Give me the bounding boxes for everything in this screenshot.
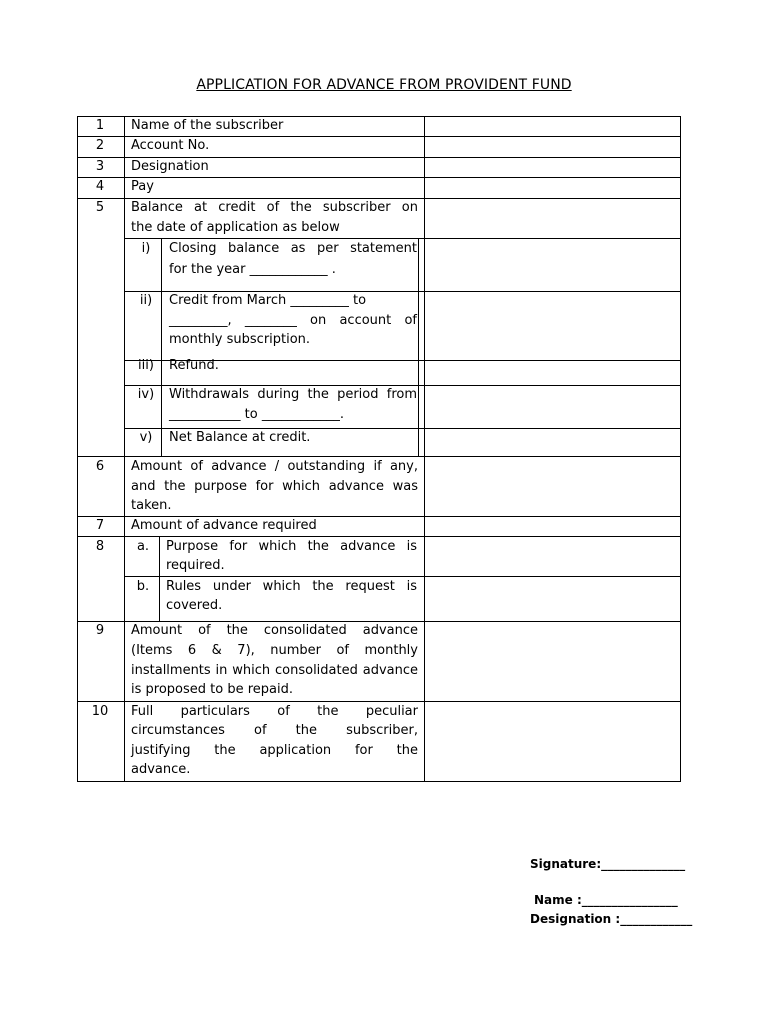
item-number: 10 <box>91 704 109 719</box>
sub-item-number: v) <box>139 430 153 445</box>
sub-item-credit: _________, ________ on account of <box>169 313 417 328</box>
sub-item-rules: covered. <box>166 598 223 613</box>
designation-field: Designation :____________ <box>530 912 693 926</box>
item-number: 4 <box>95 179 105 194</box>
item-number: 1 <box>95 118 105 133</box>
sub-item-refund: Refund. <box>169 358 219 373</box>
sub-item-credit: monthly subscription. <box>169 332 311 347</box>
sub-item-number: iv) <box>137 387 155 402</box>
item-label-advance-required: Amount of advance required <box>131 518 317 533</box>
sub-item-withdrawals: Withdrawals during the period from <box>169 387 417 402</box>
sub-item-credit: Credit from March _________ to <box>169 293 367 308</box>
item-label-consolidated-advance: installments in which consolidated advance <box>131 663 418 678</box>
item-label-consolidated-advance: (Items 6 & 7), number of monthly <box>131 643 418 658</box>
item-number: 2 <box>95 138 105 153</box>
item-number: 6 <box>95 459 105 474</box>
sub-item-purpose: required. <box>166 558 225 573</box>
sub-item-number: a. <box>136 539 150 554</box>
item-number: 8 <box>95 539 105 554</box>
item-label-particulars: justifying the application for the <box>131 743 418 758</box>
item-label-consolidated-advance: is proposed to be repaid. <box>131 682 293 697</box>
item-label-pay: Pay <box>131 179 154 194</box>
sub-item-net-balance: Net Balance at credit. <box>169 430 311 445</box>
item-label-designation: Designation <box>131 159 209 174</box>
sub-item-rules: Rules under which the request is <box>166 579 417 594</box>
item-number: 5 <box>95 200 105 215</box>
sub-item-withdrawals: ___________ to ____________. <box>169 407 344 422</box>
item-label-advance-outstanding: and the purpose for which advance was <box>131 479 418 494</box>
item-label-particulars: circumstances of the subscriber, <box>131 723 418 738</box>
signature-field: Signature:______________ <box>530 857 686 871</box>
item-number: 9 <box>95 623 105 638</box>
name-field: Name :________________ <box>534 893 678 907</box>
item-label-particulars: Full particulars of the peculiar <box>131 704 418 719</box>
application-table <box>77 116 681 782</box>
item-label-advance-outstanding: Amount of advance / outstanding if any, <box>131 459 418 474</box>
item-label-balance: Balance at credit of the subscriber on <box>131 200 418 215</box>
sub-item-number: ii) <box>139 293 153 308</box>
sub-item-closing-balance: Closing balance as per statement <box>169 241 417 256</box>
sub-item-number: iii) <box>138 358 154 373</box>
item-number: 3 <box>95 159 105 174</box>
item-label-particulars: advance. <box>131 762 191 777</box>
item-label-account-no: Account No. <box>131 138 210 153</box>
form-title: APPLICATION FOR ADVANCE FROM PROVIDENT FUND <box>196 77 572 93</box>
sub-item-number: b. <box>136 579 150 594</box>
item-number: 7 <box>95 518 105 533</box>
item-label-balance: the date of application as below <box>131 220 340 235</box>
sub-item-number: i) <box>141 241 151 256</box>
item-label-consolidated-advance: Amount of the consolidated advance <box>131 623 418 638</box>
item-label-subscriber-name: Name of the subscriber <box>131 118 284 133</box>
sub-item-purpose: Purpose for which the advance is <box>166 539 417 554</box>
sub-item-closing-balance: for the year ____________ . <box>169 262 336 277</box>
item-label-advance-outstanding: taken. <box>131 498 172 513</box>
